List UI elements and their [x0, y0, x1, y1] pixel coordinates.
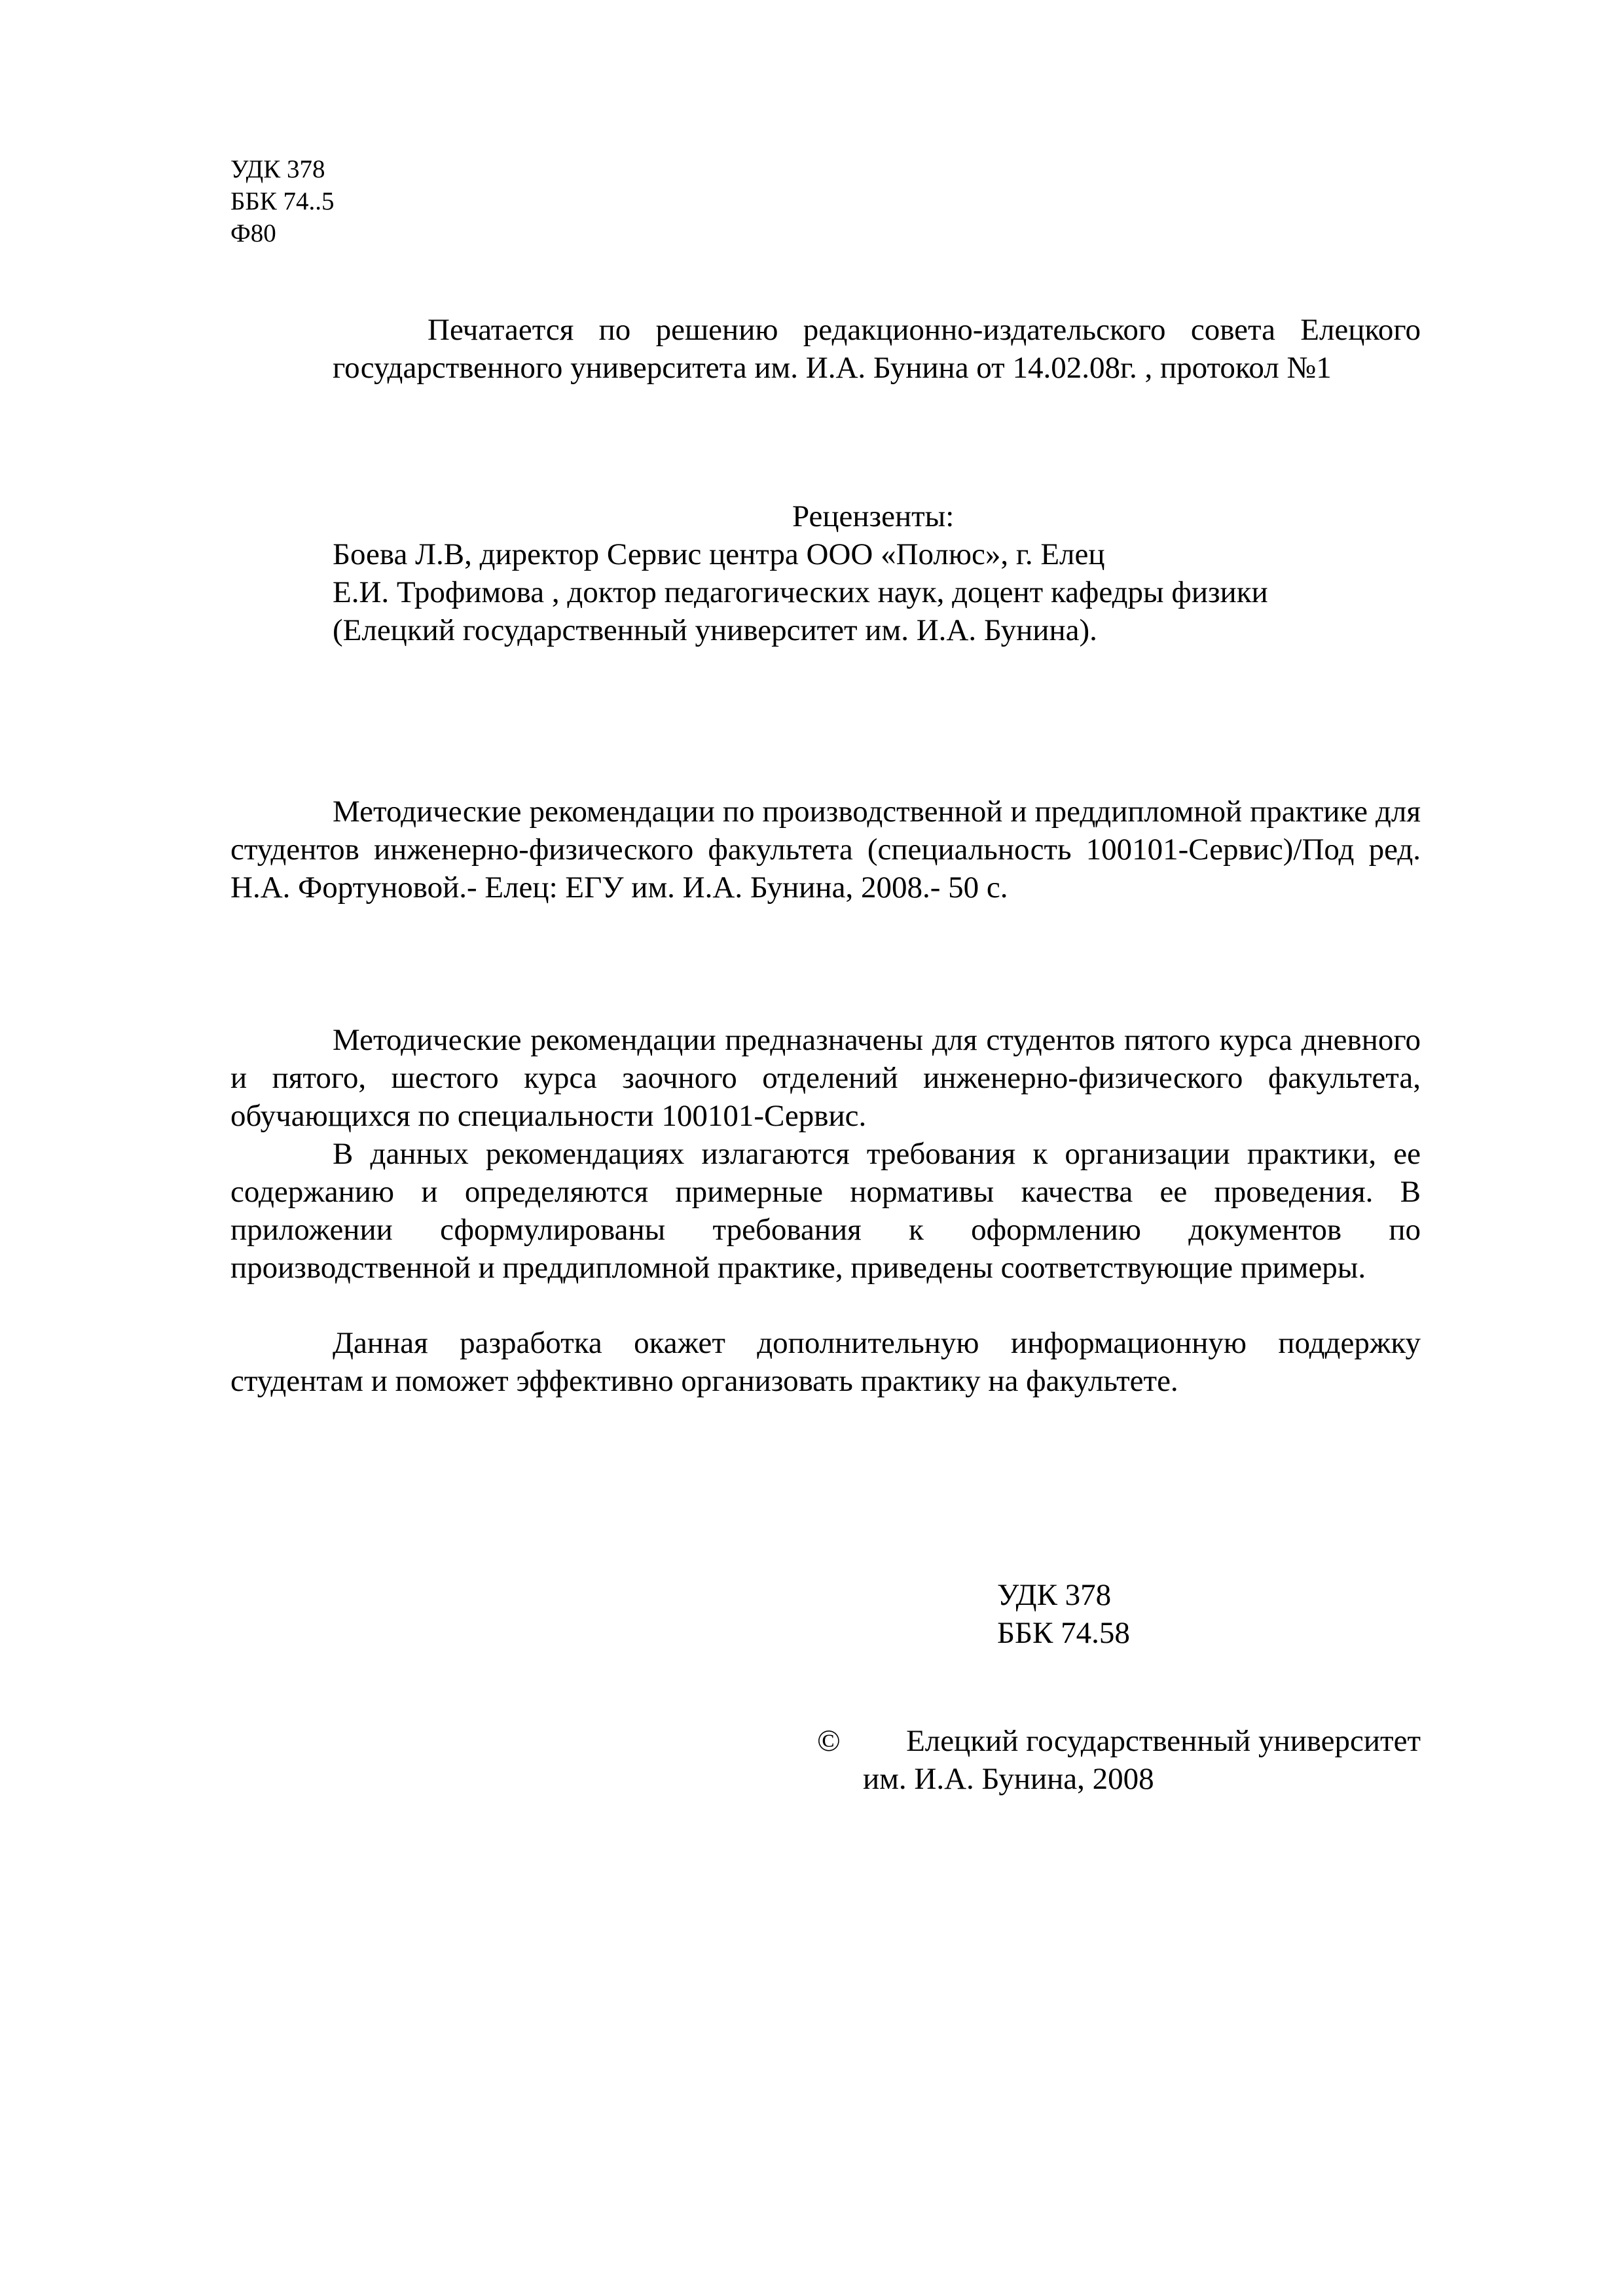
reviewers-title: Рецензенты: — [792, 499, 955, 533]
classification-block — [230, 153, 335, 249]
copyright-symbol: © — [817, 1724, 841, 1758]
annotation-paragraph-2: В данных рекомендациях излагаются требования к организации практики, ее содержанию и определяются примерные нормативы качества ее проведения. В приложении сформулированы требования к оформлению документов по производственной и преддипломной практике, приведены соответствующие примеры. — [230, 1137, 1421, 1285]
author-mark: Ф80 — [230, 219, 276, 247]
udk-code: УДК 378 — [230, 155, 325, 183]
reviewers-list — [333, 535, 1268, 649]
bottom-classification — [997, 1576, 1130, 1652]
bbk-code: ББК 74..5 — [230, 187, 335, 215]
bottom-bbk-code: ББК 74.58 — [997, 1616, 1130, 1650]
publication-decision: Печатается по решению редакционно-издательского совета Елецкого государственного университета им. И.А. Бунина от 14.02.08г. , протокол №1 — [333, 313, 1421, 385]
reviewer-1: Боева Л.В, директор Сервис центра ООО «Полюс», г. Елец — [333, 537, 1105, 571]
bibliographic-description: Методические рекомендации по производственной и преддипломной практике для студентов инженерно-физического факультета (специальность 100101-Сервис)/Под ред. Н.А. Фортуновой.- Елец: ЕГУ им. И.А. Бунина, 2008.- 50 с. — [230, 795, 1421, 905]
bottom-udk-code: УДК 378 — [997, 1578, 1112, 1612]
annotation-paragraph-3: Данная разработка окажет дополнительную информационную поддержку студентам и поможет эффективно организовать практику на факультете. — [230, 1326, 1421, 1398]
reviewer-2: Е.И. Трофимова , доктор педагогических наук, доцент кафедры физики — [333, 575, 1268, 609]
copyright-line-1 — [817, 1722, 1421, 1760]
copyright-holder: Елецкий государственный университет — [906, 1724, 1421, 1758]
annotation-paragraph-1: Методические рекомендации предназначены для студентов пятого курса дневного и пятого, шестого курса заочного отделений инженерно-физического факультета, обучающихся по специальности 100101-Сервис. — [230, 1023, 1421, 1133]
copyright-line-2: им. И.А. Бунина, 2008 — [863, 1762, 1154, 1796]
reviewer-2-affiliation: (Елецкий государственный университет им. И.А. Бунина). — [333, 613, 1097, 647]
copyright-block — [817, 1722, 1421, 1798]
